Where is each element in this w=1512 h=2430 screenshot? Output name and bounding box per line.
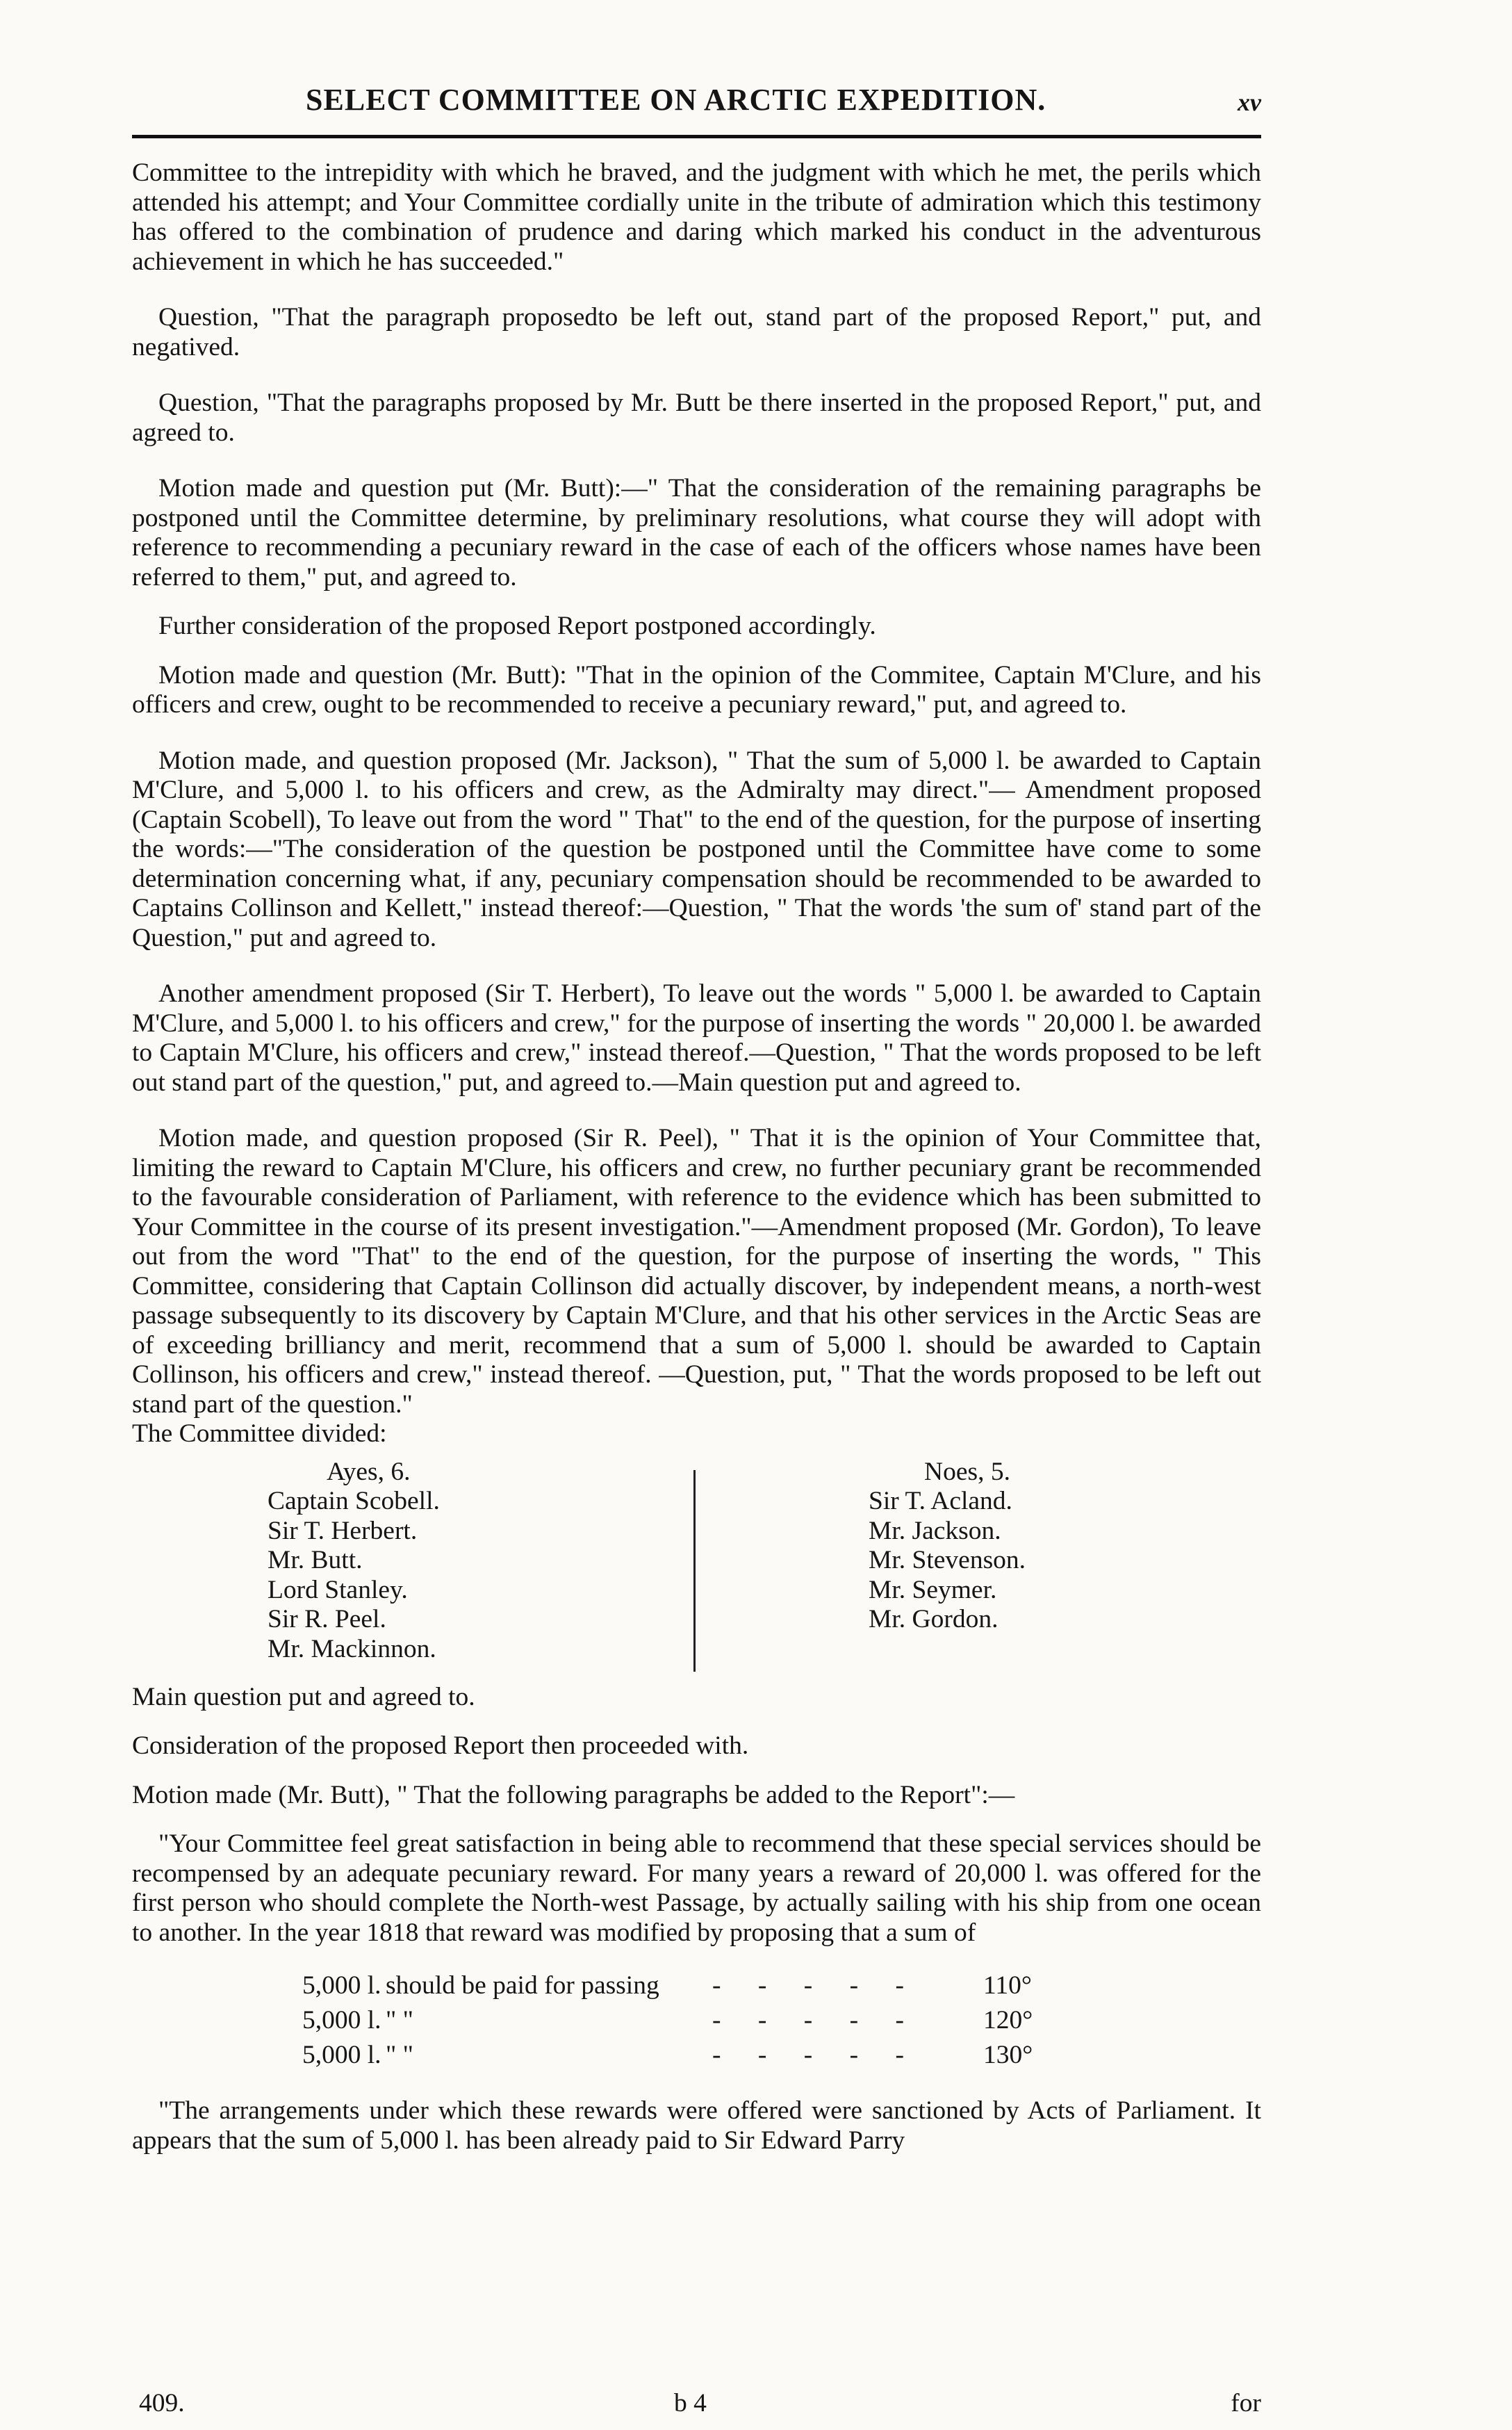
page-header [132, 82, 1261, 124]
paragraph: "Your Committee feel great satisfaction in being able to recommend that these special services should be recompensed by an adequate pecuniary reward. For many years a reward of 20,000 l. was offered for the first person who should complete the North-west Passage, by actually sailing with his ship from one ocean to another. In the year 1818 that reward was modified by proposing that a sum of [132, 1829, 1261, 1947]
running-title: SELECT COMMITTEE ON ARCTIC EXPEDITION. [306, 83, 1046, 117]
leader-dots: - - - - - [712, 1971, 919, 2000]
page-number: xv [1238, 88, 1261, 116]
signature-mark: b 4 [674, 2389, 707, 2417]
aye-member: Mr. Butt. [268, 1546, 363, 1574]
aye-member: Mr. Mackinnon. [268, 1634, 436, 1663]
document-page [132, 0, 1261, 2430]
paragraph: Motion made, and question proposed (Sir R. Peel), " That it is the opinion of Your Committee that, limiting the reward to Captain M'Clure, his officers and crew, no further pecuniary grant be recommended to the favourable consideration of Parliament, with reference to the evidence which has been submitted to Your Committee in the course of its present investigation."—Amendment proposed (Mr. Gordon), To leave out from the word "That" to the end of the question, for the purpose of inserting the words, " This Committee, considering that Captain Collinson did actually discover, by independent means, a north-west passage subsequently to its discovery by Captain M'Clure, and that his other services in the Arctic Seas are of exceeding brilliancy and merit, recommend that a sum of 5,000 l. should be awarded to Captain Collinson, his officers and crew," instead thereof. —Question, put, " That the words proposed to be left out stand part of the question." [132, 1124, 1261, 1419]
paragraph: "The arrangements under which these rewards were offered were sanctioned by Acts of Parliament. It appears that the sum of 5,000 l. has been already paid to Sir Edward Parry [132, 2096, 1261, 2155]
paragraph: Motion made (Mr. Butt), " That the following paragraphs be added to the Report":— [132, 1780, 1015, 1809]
reward-text: " " [386, 2041, 413, 2069]
reward-table [132, 1968, 1261, 2073]
document-body [132, 158, 1261, 2155]
aye-member: Sir T. Herbert. [268, 1516, 418, 1545]
catchword: for [1231, 2389, 1261, 2417]
leader-dots: - - - - - [712, 2006, 919, 2034]
aye-member: Captain Scobell. [268, 1487, 440, 1515]
ayes-heading: Ayes, 6. [327, 1457, 411, 1486]
sheet-number: 409. [139, 2389, 185, 2417]
aye-member: Sir R. Peel. [268, 1605, 386, 1633]
reward-longitude: 130° [983, 2041, 1033, 2069]
reward-text: should be paid for passing [386, 1971, 659, 2000]
no-member: Mr. Jackson. [869, 1516, 1001, 1545]
no-member: Mr. Gordon. [869, 1605, 999, 1633]
paragraph: Another amendment proposed (Sir T. Herbert), To leave out the words " 5,000 l. be awarded to Captain M'Clure, and 5,000 l. to his officers and crew," for the purpose of inserting the words " 20,000 l. be awarded to Captain M'Clure, his officers and crew," instead thereof.—Question, " That the words proposed to be left out stand part of the question," put, and agreed to.—Main question put and agreed to. [132, 979, 1261, 1097]
reward-amount: 5,000 l. [302, 2041, 381, 2069]
reward-row [302, 2038, 976, 2073]
paragraph: Question, "That the paragraph proposedto be left out, stand part of the proposed Report," put, and negatived. [132, 303, 1261, 361]
paragraph: Motion made and question (Mr. Butt): "That in the opinion of the Commitee, Captain M'Clure, and his officers and crew, ought to be recommended to receive a pecuniary reward," put, and agreed to. [132, 660, 1261, 719]
reward-longitude: 110° [983, 1971, 1032, 2000]
paragraph: Motion made and question put (Mr. Butt):—" That the consideration of the remaining paragraphs be postponed until the Committee determine, by preliminary resolutions, what course they will adopt with reference to recommending a pecuniary reward in the case of each of the officers whose names have been referred to them," put, and agreed to. [132, 474, 1261, 592]
noes-column [869, 1458, 1026, 1635]
paragraph: Consideration of the proposed Report then proceeded with. [132, 1731, 749, 1760]
paragraph: The Committee divided: [132, 1419, 387, 1448]
paragraph: Committee to the intrepidity with which he braved, and the judgment with which he met, the perils which attended his attempt; and Your Committee cordially unite in the tribute of admiration which this testimony has offered to the combination of prudence and daring which marked his conduct in the adventurous achievement in which he has succeeded." [132, 158, 1261, 276]
reward-amount: 5,000 l. [302, 2006, 381, 2034]
reward-longitude: 120° [983, 2006, 1033, 2034]
leader-dots: - - - - - [712, 2041, 919, 2069]
reward-row [302, 1968, 976, 2003]
ayes-column [268, 1458, 440, 1665]
reward-text: " " [386, 2006, 413, 2034]
page-footer [132, 2388, 1261, 2423]
header-rule [132, 135, 1261, 138]
reward-row [302, 2003, 976, 2038]
no-member: Mr. Stevenson. [869, 1546, 1026, 1574]
reward-amount: 5,000 l. [302, 1971, 381, 2000]
column-divider [693, 1470, 696, 1672]
division-list [132, 1458, 1261, 1666]
aye-member: Lord Stanley. [268, 1575, 408, 1604]
paragraph: Main question put and agreed to. [132, 1682, 475, 1711]
noes-heading: Noes, 5. [924, 1457, 1010, 1486]
paragraph: Question, "That the paragraphs proposed by Mr. Butt be there inserted in the proposed Report," put, and agreed to. [132, 389, 1261, 447]
paragraph: Further consideration of the proposed Report postponed accordingly. [158, 612, 876, 640]
paragraph: Motion made, and question proposed (Mr. Jackson), " That the sum of 5,000 l. be awarded to Captain M'Clure, and 5,000 l. to his officers and crew, as the Admiralty may direct."— Amendment proposed (Captain Scobell), To leave out from the word " That" to the end of the question, for the purpose of inserting the words:—"The consideration of the question be postponed until the Committee have come to some determination concerning what, if any, pecuniary compensation should be recommended to be awarded to Captains Collinson and Kellett," instead thereof:—Question, " That the words 'the sum of' stand part of the Question," put and agreed to. [132, 746, 1261, 952]
no-member: Mr. Seymer. [869, 1575, 997, 1604]
no-member: Sir T. Acland. [869, 1487, 1012, 1515]
